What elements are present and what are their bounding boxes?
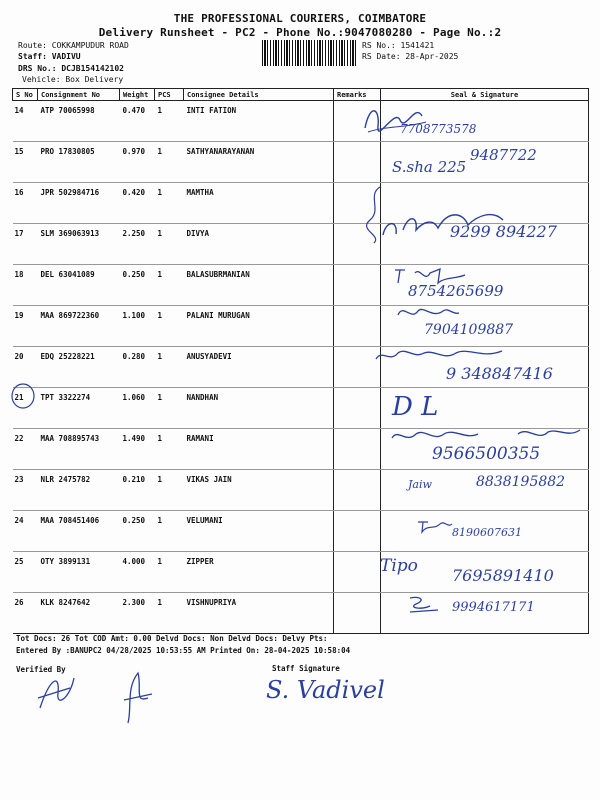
row-weight: 4.000 xyxy=(120,552,155,593)
company-title: THE PROFESSIONAL COURIERS, COIMBATORE xyxy=(173,12,427,25)
signature-scribble xyxy=(390,265,470,287)
row-weight: 0.250 xyxy=(120,511,155,552)
row-sno: 20 xyxy=(13,347,38,388)
row-pcs: 1 xyxy=(155,265,184,306)
row-weight: 0.420 xyxy=(120,183,155,224)
row-weight: 2.300 xyxy=(120,593,155,634)
row-sno: 14 xyxy=(13,101,38,142)
verifier-signature-1 xyxy=(30,668,80,718)
row-sno: 26 xyxy=(13,593,38,634)
barcode xyxy=(262,40,358,66)
row-weight: 2.250 xyxy=(120,224,155,265)
signature-scribble xyxy=(414,516,454,534)
row-consignee: DIVYA xyxy=(184,224,334,265)
hw-phone-25: 7695891410 xyxy=(452,566,554,585)
row-consignee: ZIPPER xyxy=(184,552,334,593)
row-consignment: PRO 17830805 xyxy=(38,142,120,183)
row-remarks xyxy=(334,142,381,183)
col-seal-signature: Seal & Signature xyxy=(381,89,589,101)
row-sno: 21 xyxy=(13,388,38,429)
table-header-row xyxy=(13,89,589,101)
row-sno: 24 xyxy=(13,511,38,552)
table-row xyxy=(13,101,589,142)
row-remarks xyxy=(334,388,381,429)
row-consignment: EDQ 25228221 xyxy=(38,347,120,388)
signature-scribble xyxy=(393,303,463,323)
row-consignment: JPR 502984716 xyxy=(38,183,120,224)
row-weight: 0.210 xyxy=(120,470,155,511)
row-sno: 25 xyxy=(13,552,38,593)
row-consignment: SLM 369063913 xyxy=(38,224,120,265)
col-consignee: Consignee Details xyxy=(184,89,334,101)
row-pcs: 1 xyxy=(155,388,184,429)
signature-scribble xyxy=(404,594,444,614)
row-consignment: ATP 70065998 xyxy=(38,101,120,142)
row-weight: 0.970 xyxy=(120,142,155,183)
col-consignment: Consignment No xyxy=(38,89,120,101)
rs-number: RS No.: 1541421 xyxy=(362,41,435,50)
totals-line: Tot Docs: 26 Tot COD Amt: 0.00 Delvd Docs: Non Delvd Docs: Delvy Pts: xyxy=(16,634,328,643)
row-pcs: 1 xyxy=(155,101,184,142)
row-consignee: VELUMANI xyxy=(184,511,334,552)
row-consignment: DEL 63041089 xyxy=(38,265,120,306)
hw-phone-23: 8838195882 xyxy=(476,474,566,490)
row-consignee: VIKAS JAIN xyxy=(184,470,334,511)
drs-number: DRS No.: DCJB154142102 xyxy=(18,64,124,73)
row-consignment: MAA 708895743 xyxy=(38,429,120,470)
hw-phone-19: 7904109887 xyxy=(424,322,514,338)
verifier-signature-2 xyxy=(118,668,158,728)
hw-phone-22: 9566500355 xyxy=(432,444,541,464)
row-weight: 0.280 xyxy=(120,347,155,388)
hw-phone-26: 9994617171 xyxy=(452,600,535,615)
row-pcs: 1 xyxy=(155,593,184,634)
row-weight: 1.060 xyxy=(120,388,155,429)
row-sno: 18 xyxy=(13,265,38,306)
vehicle-text: Vehicle: Box Delivery xyxy=(22,75,124,84)
hw-phone-14: 7708773578 xyxy=(400,122,477,136)
col-pcs: PCS xyxy=(155,89,184,101)
row-consignment: OTY 3899131 xyxy=(38,552,120,593)
row-consignee: MAMTHA xyxy=(184,183,334,224)
row-pcs: 1 xyxy=(155,224,184,265)
entered-by-line: Entered By :BANUPC2 04/28/2025 10:53:55 AM Printed On: 28-04-2025 10:58:04 xyxy=(16,646,351,655)
row-pcs: 1 xyxy=(155,470,184,511)
row-remarks xyxy=(334,265,381,306)
row-consignment: NLR 2475782 xyxy=(38,470,120,511)
row-pcs: 1 xyxy=(155,429,184,470)
hw-phone-24: 8190607631 xyxy=(452,526,522,539)
hw-name-25: Tipo xyxy=(380,556,418,576)
row-weight: 0.250 xyxy=(120,265,155,306)
row-weight: 0.470 xyxy=(120,101,155,142)
staff-signature: S. Vadivel xyxy=(266,676,385,704)
hw-phone-15: 9487722 xyxy=(470,146,537,164)
hw-initials-21: D L xyxy=(392,392,439,422)
row-consignment: MAA 708451406 xyxy=(38,511,120,552)
row-pcs: 1 xyxy=(155,552,184,593)
col-weight: Weight xyxy=(120,89,155,101)
row-remarks xyxy=(334,306,381,347)
row-sno: 15 xyxy=(13,142,38,183)
row-pcs: 1 xyxy=(155,142,184,183)
hw-phone-18: 8754265699 xyxy=(408,282,504,300)
row-sno: 17 xyxy=(13,224,38,265)
hw-phone-17: 9299 894227 xyxy=(450,222,557,241)
staff-text: Staff: VADIVU xyxy=(18,52,81,61)
route-text: Route: COKKAMPUDUR ROAD xyxy=(18,41,129,50)
row-consignment: TPT 3322274 xyxy=(38,388,120,429)
row-pcs: 1 xyxy=(155,306,184,347)
row-sno: 16 xyxy=(13,183,38,224)
hw-phone-20: 9 348847416 xyxy=(446,364,553,383)
row-weight: 1.100 xyxy=(120,306,155,347)
table-row xyxy=(13,388,589,429)
verified-by-label: Verified By xyxy=(16,665,66,674)
row-consignee: NANDHAN xyxy=(184,388,334,429)
hw-name-23: Jaiw xyxy=(408,478,432,491)
row-consignee: INTI FATION xyxy=(184,101,334,142)
row-pcs: 1 xyxy=(155,347,184,388)
staff-signature-label: Staff Signature xyxy=(272,664,340,673)
row-sno: 23 xyxy=(13,470,38,511)
row-pcs: 1 xyxy=(155,511,184,552)
row-consignee: SATHYANARAYANAN xyxy=(184,142,334,183)
row-consignment: KLK 8247642 xyxy=(38,593,120,634)
row-pcs: 1 xyxy=(155,183,184,224)
row-remarks xyxy=(334,511,381,552)
row-consignee: ANUSYADEVI xyxy=(184,347,334,388)
row-consignee: VISHNUPRIYA xyxy=(184,593,334,634)
row-remarks xyxy=(334,429,381,470)
col-sno: S No xyxy=(13,89,38,101)
rs-date: RS Date: 28-Apr-2025 xyxy=(362,52,459,61)
row-consignee: PALANI MURUGAN xyxy=(184,306,334,347)
row-remarks xyxy=(334,593,381,634)
row-remarks xyxy=(334,552,381,593)
circled-row-mark xyxy=(8,381,38,411)
row-consignment: MAA 869722360 xyxy=(38,306,120,347)
row-remarks xyxy=(334,470,381,511)
hw-name-15: S.sha 225 xyxy=(392,158,467,176)
row-sno: 22 xyxy=(13,429,38,470)
row-consignee: BALASUBRMANIAN xyxy=(184,265,334,306)
row-sno: 19 xyxy=(13,306,38,347)
runsheet-subtitle: Delivery Runsheet - PC2 - Phone No.:9047080280 - Page No.:2 xyxy=(98,26,502,39)
row-consignee: RAMANI xyxy=(184,429,334,470)
row-weight: 1.490 xyxy=(120,429,155,470)
col-remarks: Remarks xyxy=(334,89,381,101)
